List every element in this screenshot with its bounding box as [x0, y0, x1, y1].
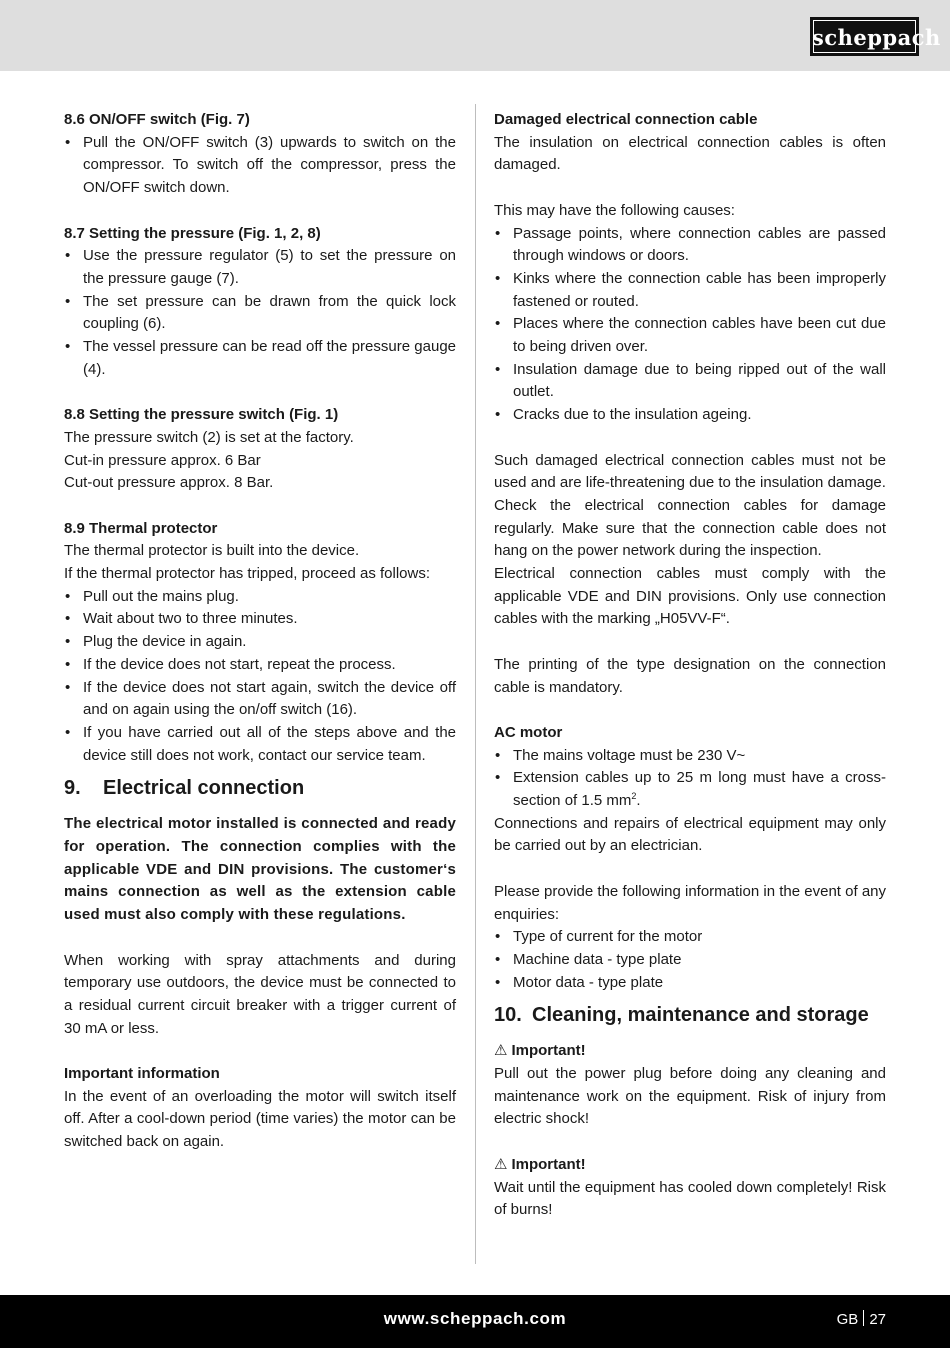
list-item: • The set pressure can be drawn from the quick lock coupling (6). — [64, 291, 456, 336]
section-8-8-line: Cut-out pressure approx. 8 Bar. — [64, 474, 274, 492]
warning-label-text: Important! — [511, 1155, 586, 1173]
column-divider — [475, 104, 476, 1264]
enquiry-intro: Please provide the following information in the event of any enquiries: — [494, 882, 886, 923]
list-item: • The vessel pressure can be read off the pressure gauge (4). — [64, 336, 456, 381]
warning-icon: ⚠ — [494, 1042, 508, 1060]
section-9-spray-text: When working with spray attachments and during temporary use outdoors, the device must be connected to a residual current circuit breaker with a trigger current of 30 mA or less. — [64, 951, 456, 1037]
list-item: • Cracks due to the insulation ageing. — [494, 404, 886, 427]
footer-page-number: 27 — [869, 1311, 886, 1328]
footer-page-info — [837, 1309, 886, 1332]
superscript: 2 — [631, 791, 637, 802]
list-item: • Passage points, where connection cables are passed through windows or doors. — [494, 223, 886, 268]
section-8-9-line: The thermal protector is built into the device. — [64, 542, 360, 560]
ac-motor-heading: AC motor — [494, 723, 563, 741]
damaged-cable-heading: Damaged electrical connection cable — [494, 111, 758, 128]
section-8-7-heading: 8.7 Setting the pressure (Fig. 1, 2, 8) — [64, 224, 321, 242]
list-item-text: Extension cables up to 25 m long must have a cross-section of 1.5 mm — [513, 769, 886, 810]
ac-motor-list — [494, 745, 886, 813]
list-item: • The mains voltage must be 230 V~ — [494, 745, 886, 768]
damaged-cable-para: The printing of the type designation on the connection cable is mandatory. — [494, 655, 886, 696]
list-item: • Type of current for the motor — [494, 926, 886, 949]
list-item: • Wait about two to three minutes. — [64, 608, 456, 631]
list-item — [494, 767, 886, 812]
important-info-text: In the event of an overloading the motor will switch itself off. After a cool-down period (time varies) the motor can be switched back on again. — [64, 1087, 456, 1151]
section-10-title: Cleaning, maintenance and storage — [532, 1004, 869, 1027]
section-9-number: 9. — [64, 777, 81, 800]
section-10-number: 10. — [494, 1004, 522, 1027]
list-item: • Use the pressure regulator (5) to set the pressure on the pressure gauge (7). — [64, 245, 456, 290]
damaged-cable-text: The insulation on electrical connection cables is often damaged. — [494, 133, 886, 174]
section-8-8-line: The pressure switch (2) is set at the factory. — [64, 428, 354, 446]
damaged-cable-para: Such damaged electrical connection cables must not be used and are life-threatening due to the insulation damage. — [494, 451, 886, 492]
warning-label-text: Important! — [511, 1042, 586, 1060]
section-8-9-line: If the thermal protector has tripped, proceed as follows: — [64, 565, 431, 583]
important-info-heading: Important information — [64, 1065, 220, 1083]
section-10-heading — [494, 1002, 886, 1028]
section-9-title: Electrical connection — [103, 777, 305, 800]
list-item: • If the device does not start again, switch the device off and on again using the on/off switch (16). — [64, 677, 456, 722]
list-item: • Kinks where the connection cable has been improperly fastened or routed. — [494, 268, 886, 313]
section-9-intro: The electrical motor installed is connected and ready for operation. The connection complies with the applicable VDE and DIN provisions. The customer‘s mains connection as well as the extension cable used must also comply with these regulations. — [64, 815, 456, 924]
header-band — [0, 0, 950, 71]
list-item: • Insulation damage due to being ripped out of the wall outlet. — [494, 359, 886, 404]
list-item: • Machine data - type plate — [494, 949, 886, 972]
section-8-9-heading: 8.9 Thermal protector — [64, 519, 218, 537]
left-column — [64, 109, 456, 1154]
section-8-8-line: Cut-in pressure approx. 6 Bar — [64, 451, 261, 469]
scheppach-logo: scheppach — [810, 17, 919, 56]
section-9-heading — [64, 775, 456, 801]
section-8-6-list — [64, 132, 456, 200]
list-item: • Plug the device in again. — [64, 631, 456, 654]
warning-icon: ⚠ — [494, 1155, 508, 1173]
right-column — [494, 109, 886, 1222]
section-8-6-heading: 8.6 ON/OFF switch (Fig. 7) — [64, 111, 250, 128]
section-8-9-list — [64, 586, 456, 768]
footer-url[interactable]: www.scheppach.com — [383, 1309, 567, 1328]
list-item: • If you have carried out all of the steps above and the device still does not work, contact our service team. — [64, 722, 456, 767]
section-8-7-list — [64, 245, 456, 381]
causes-list — [494, 223, 886, 427]
warning-2-text: Wait until the equipment has cooled down completely! Risk of burns! — [494, 1178, 886, 1219]
section-8-8-heading: 8.8 Setting the pressure switch (Fig. 1) — [64, 406, 339, 424]
list-item: • Pull the ON/OFF switch (3) upwards to switch on the compressor. To switch off the compressor, press the ON/OFF switch down. — [64, 132, 456, 200]
list-item-end: . — [636, 792, 641, 810]
damaged-cable-para: Electrical connection cables must comply with the applicable VDE and DIN provisions. Only use connection cables with the marking „H05VV-F“. — [494, 565, 886, 628]
ac-motor-para: Connections and repairs of electrical equipment may only be carried out by an electrician. — [494, 814, 886, 855]
warning-1-text: Pull out the power plug before doing any cleaning and maintenance work on the equipment. Risk of injury from electric shock! — [494, 1065, 886, 1128]
footer-language: GB — [836, 1311, 859, 1328]
causes-intro: This may have the following causes: — [494, 201, 735, 219]
footer-bar — [0, 1295, 950, 1348]
warning-1-label — [494, 1040, 886, 1063]
enquiry-list — [494, 926, 886, 994]
list-item: • Places where the connection cables have been cut due to being driven over. — [494, 313, 886, 358]
footer-separator — [863, 1310, 864, 1326]
list-item: • Pull out the mains plug. — [64, 586, 456, 609]
damaged-cable-para: Check the electrical connection cables for damage regularly. Make sure that the connection cable does not hang on the power network during the inspection. — [494, 496, 886, 560]
list-item: • If the device does not start, repeat the process. — [64, 654, 456, 677]
list-item: • Motor data - type plate — [494, 972, 886, 995]
warning-2-label — [494, 1154, 886, 1177]
